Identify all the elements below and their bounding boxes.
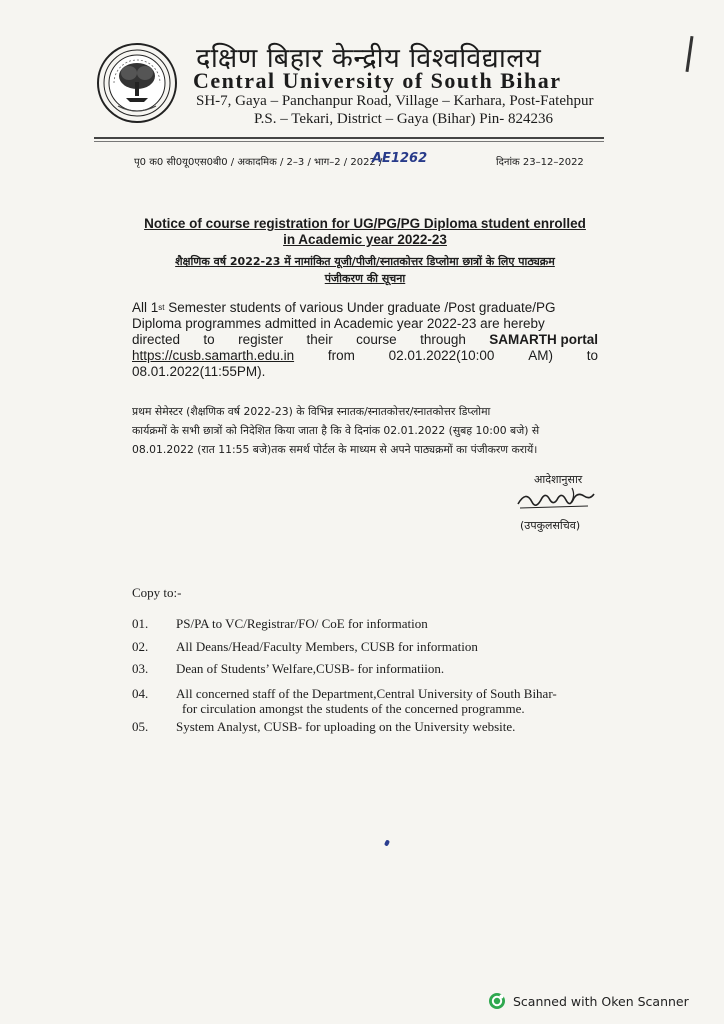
hindi-title-line-1: शैक्षणिक वर्ष 2022-23 में नामांकित यूजी/पीजी/स्नातकोत्तर डिप्लोमा छात्रों के लिए पाठ्यक्रम — [175, 255, 555, 268]
by-order-text: आदेशानुसार — [534, 473, 583, 486]
letter-date: दिनांक 23–12–2022 — [496, 157, 584, 168]
start-date: 02.01.2022(10:00 — [388, 348, 495, 363]
para-line-5 — [132, 364, 598, 380]
notice-title-hindi — [132, 253, 598, 287]
para-line-1 — [132, 300, 598, 316]
word: directed — [132, 332, 181, 347]
hindi-line-1: प्रथम सेमेस्टर (शैक्षणिक वर्ष 2022-23) के विभिन्न स्नातक/स्नातकोत्तर/स्नातकोत्तर डिप्लोमा — [132, 405, 491, 418]
samarth-portal-label: SAMARTH portal — [489, 332, 598, 347]
hindi-paragraph — [132, 402, 598, 459]
university-name-english: Central University of South Bihar — [193, 68, 562, 93]
hindi-line-3: 08.01.2022 (रात 11:55 बजे)तक समर्थ पोर्टल के माध्यम से अपने पाठ्यक्रमों का पंजीकरण करायें। — [132, 443, 538, 456]
word: to — [203, 332, 215, 347]
para-line-3 — [132, 332, 598, 348]
handwritten-signature — [512, 484, 598, 516]
portal-link[interactable]: https://cusb.samarth.edu.in — [132, 348, 295, 363]
hindi-title-line-2: पंजीकरण की सूचना — [324, 272, 406, 285]
copy-item-number: 01. — [132, 616, 149, 631]
ink-mark — [384, 839, 390, 846]
copy-item-number: 04. — [132, 686, 149, 701]
copy-item-text: All Deans/Head/Faculty Members, CUSB for information — [176, 639, 478, 654]
copy-item-text-line-2: for circulation amongst the students of the concerned programme. — [182, 701, 525, 716]
word: AM) — [528, 348, 553, 363]
reference-number: पृ0 क0 सी0यू0एस0बी0 / अकादमिक / 2–3 / भाग–2 / 2022 / — [134, 157, 383, 168]
word: from — [327, 348, 355, 363]
para-text: Diploma programmes admitted in Academic year 2022-23 are hereby — [132, 316, 545, 331]
copy-item-text — [176, 686, 557, 716]
copy-item-text-line-1: All concerned staff of the Department,Central University of South Bihar- — [176, 686, 557, 701]
word: their — [306, 332, 333, 347]
scanner-logo-icon — [488, 992, 506, 1010]
para-text: Semester students of various Under graduate /Post graduate/PG — [168, 300, 556, 315]
word: through — [420, 332, 466, 347]
header-divider — [94, 137, 604, 139]
para-line-4 — [132, 348, 598, 364]
ordinal-suffix: st — [158, 303, 165, 312]
scanner-watermark-text: Scanned with Oken Scanner — [513, 993, 689, 1009]
end-date: 08.01.2022(11:55PM). — [132, 364, 266, 379]
copy-to-heading: Copy to:- — [132, 585, 182, 600]
copy-item-number: 02. — [132, 639, 149, 654]
handwritten-reference: AE1262 — [372, 151, 428, 166]
copy-item-number: 03. — [132, 661, 149, 676]
copy-item-number: 05. — [132, 719, 149, 734]
scanner-watermark — [488, 992, 689, 1010]
designation: (उपकुलसचिव) — [520, 519, 581, 532]
header-divider-thin — [94, 141, 604, 142]
word: course — [356, 332, 397, 347]
university-name-hindi: दक्षिण बिहार केन्द्रीय विश्वविद्यालय — [196, 43, 542, 74]
para-line-2 — [132, 316, 598, 332]
para-text: All 1 — [132, 300, 159, 315]
title-line-1: Notice of course registration for UG/PG/PG Diploma student enrolled — [144, 216, 586, 231]
hindi-line-2: कार्यक्रमों के सभी छात्रों को निदेशित किया जाता है कि वे दिनांक 02.01.2022 (सुबह 10:00 बजे) से — [132, 424, 540, 437]
scan-edge-mark — [686, 36, 694, 72]
copy-item-text: PS/PA to VC/Registrar/FO/ CoE for information — [176, 616, 428, 631]
title-line-2: in Academic year 2022-23 — [283, 232, 447, 247]
copy-item-text: Dean of Students’ Welfare,CUSB- for informatiion. — [176, 661, 445, 676]
copy-item-text: System Analyst, CUSB- for uploading on the University website. — [176, 719, 516, 734]
word: to — [586, 348, 598, 363]
english-paragraph — [132, 300, 598, 380]
address-line-2: P.S. – Tekari, District – Gaya (Bihar) Pin- 824236 — [254, 111, 554, 127]
notice-title-english — [132, 216, 598, 248]
university-seal-logo — [96, 42, 178, 124]
word: register — [238, 332, 284, 347]
address-line-1: SH-7, Gaya – Panchanpur Road, Village – Karhara, Post-Fatehpur — [196, 93, 594, 109]
